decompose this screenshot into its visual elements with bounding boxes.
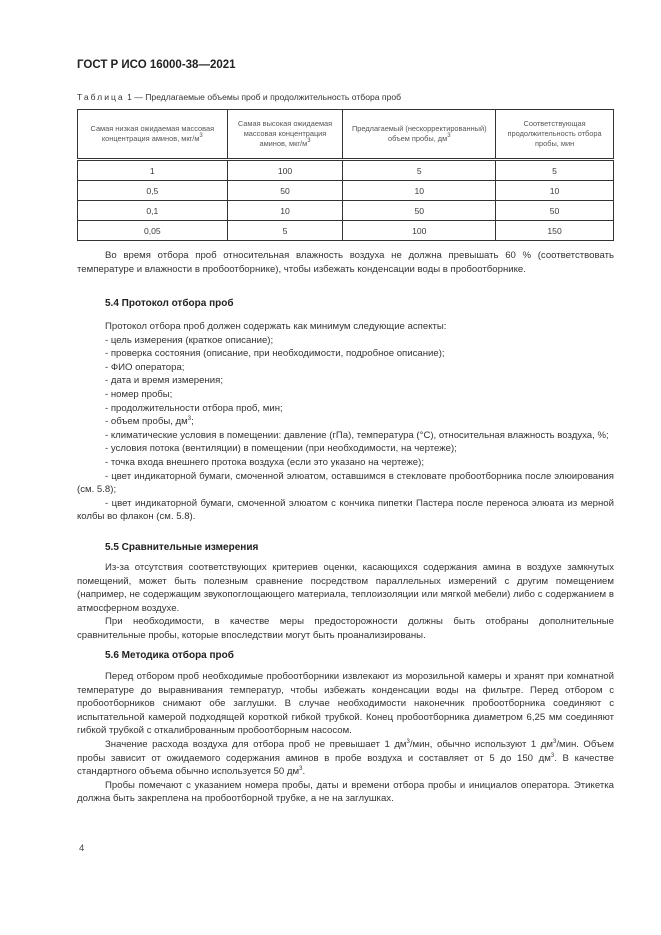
list-item: - продолжительности отбора проб, мин; [105, 402, 283, 414]
section-5-4-intro: Протокол отбора проб должен содержать как минимум следующие аспекты: [105, 321, 447, 332]
column-header-min-concentration: Самая низкая ожидаемая массовая концентрация аминов, мкг/$м^3$ [78, 110, 228, 160]
paragraph: При необходимости, в качестве меры предосторожности должны быть отобраны дополнительные сравнительные пробы, которые впоследствии могут быть проанализированы. [77, 616, 614, 641]
list-item: - номер пробы; [105, 388, 173, 400]
table-cell: 5 [343, 160, 496, 181]
table-cell: 10 [227, 201, 343, 221]
list-item: - цель измерения (краткое описание); [105, 334, 274, 346]
paragraph: Значение расхода воздуха для отбора проб не превышает 1 $дм^3$/мин, обычно используют 1 $дм^3$/мин. Объем пробы зависит от ожидаемого содержания аминов в пробе воздуха и составляет от 5 до 150 $дм^3$. В качестве стандартного объема обычно используется 50 $дм^3$. [77, 738, 615, 778]
paragraph: Пробы помечают с указанием номера пробы, даты и времени отбора пробы и инициалов оператора. Этикетка должна быть закреплена на пробоотборной трубке, а не на заглушках. [77, 779, 614, 805]
section-5-5-title: 5.5 Сравнительные измерения [105, 542, 259, 553]
table-cell: 10 [496, 181, 614, 201]
list-item: - ФИО оператора; [105, 361, 185, 373]
table-caption [77, 92, 401, 102]
sample-volume-table [77, 109, 614, 241]
document-header: ГОСТ Р ИСО 16000-38—2021 [77, 59, 236, 71]
list-item: - условия потока (вентиляции) в помещении (при необходимости, на чертеже); [105, 443, 457, 455]
table-cell: 100 [343, 221, 496, 241]
column-header-sample-volume: Предлагаемый (нескорректированный) объем пробы, $дм^3$ [343, 110, 496, 160]
paragraph: Перед отбором проб необходимые пробоотборники извлекают из морозильной камеры и хранят при комнатной температуре до выравнивания температур, чтобы избежать конденсации воды на фильтре. Перед отбором с пробоотборников снимают обе заглушки. В случае необходимости наконечник пробоотборника соединяют с испытательной камерой подходящей короткой гибкой трубкой. Конец пробоотборника диаметром 6,25 мм соединяют гибкой трубкой с откалиброванным пробоотборным насосом. [77, 671, 614, 737]
section-5-4-body [77, 320, 614, 524]
table-cell: 50 [227, 181, 343, 201]
table-row [78, 181, 614, 201]
table-cell: 50 [496, 201, 614, 221]
list-item: - климатические условия в помещении: давление (гПа), температура (°С), относительная влажность воздуха, %; [105, 429, 609, 441]
table-row [78, 201, 614, 221]
column-header-max-concentration: Самая высокая ожидаемая массовая концентрация аминов, мкг/$м^3$ [227, 110, 343, 160]
table-cell: 0,5 [78, 181, 228, 201]
table-cell: 1 [78, 160, 228, 181]
list-item: - точка входа внешнего протока воздуха (если это указано на чертеже); [105, 456, 424, 468]
list-item: - объем пробы, $дм^3$; [105, 416, 194, 428]
table-cell: 5 [227, 221, 343, 241]
section-5-4-title: 5.4 Протокол отбора проб [105, 298, 234, 309]
table-cell: 150 [496, 221, 614, 241]
section-5-6-title: 5.6 Методика отбора проб [105, 650, 234, 661]
list-item: - дата и время измерения; [105, 375, 223, 387]
column-header-duration: Соответствующая продолжительность отбора пробы, мин [496, 110, 614, 160]
list-item: - проверка состояния (описание, при необходимости, подробное описание); [105, 348, 445, 360]
list-item: - цвет индикаторной бумаги, смоченной элюатом с кончика пипетки Пастера после переноса элюата из мерной колбы во флакон (см. 5.8). [77, 497, 614, 523]
paragraph: Из-за отсутствия соответствующих критериев оценки, касающихся содержания амина в воздухе замкнутых помещений, может быть полезным сравнение посредством параллельных измерений с другим помещением (например, не содержащим звукопоглощающего материала, теплоизоляции или мягкой мебели) либо с содержанием в атмосферном воздухе. [77, 562, 614, 614]
section-5-6-body [77, 670, 614, 806]
humidity-paragraph: Во время отбора проб относительная влажность воздуха не должна превышать 60 % (соответствовать температуре и влажности в пробоотборнике), чтобы избежать конденсации воды в пробоотборнике. [77, 250, 614, 275]
table-cell: 0,1 [78, 201, 228, 221]
protocol-aspects-list [77, 334, 614, 524]
page-number: 4 [79, 843, 85, 854]
table-caption-prefix: Таблица [77, 92, 125, 102]
table-row [78, 221, 614, 241]
section-5-5-body [77, 561, 614, 643]
table-cell: 100 [227, 160, 343, 181]
table-row [78, 160, 614, 181]
table-caption-text: 1 — Предлагаемые объемы проб и продолжительность отбора проб [124, 92, 402, 102]
list-item: - цвет индикаторной бумаги, смоченной элюатом, оставшимся в стекловате пробоотборника после элюирования (см. 5.8); [77, 470, 614, 496]
table-cell: 0,05 [78, 221, 228, 241]
table-header-row [78, 110, 614, 160]
table-cell: 50 [343, 201, 496, 221]
table-cell: 5 [496, 160, 614, 181]
table-cell: 10 [343, 181, 496, 201]
